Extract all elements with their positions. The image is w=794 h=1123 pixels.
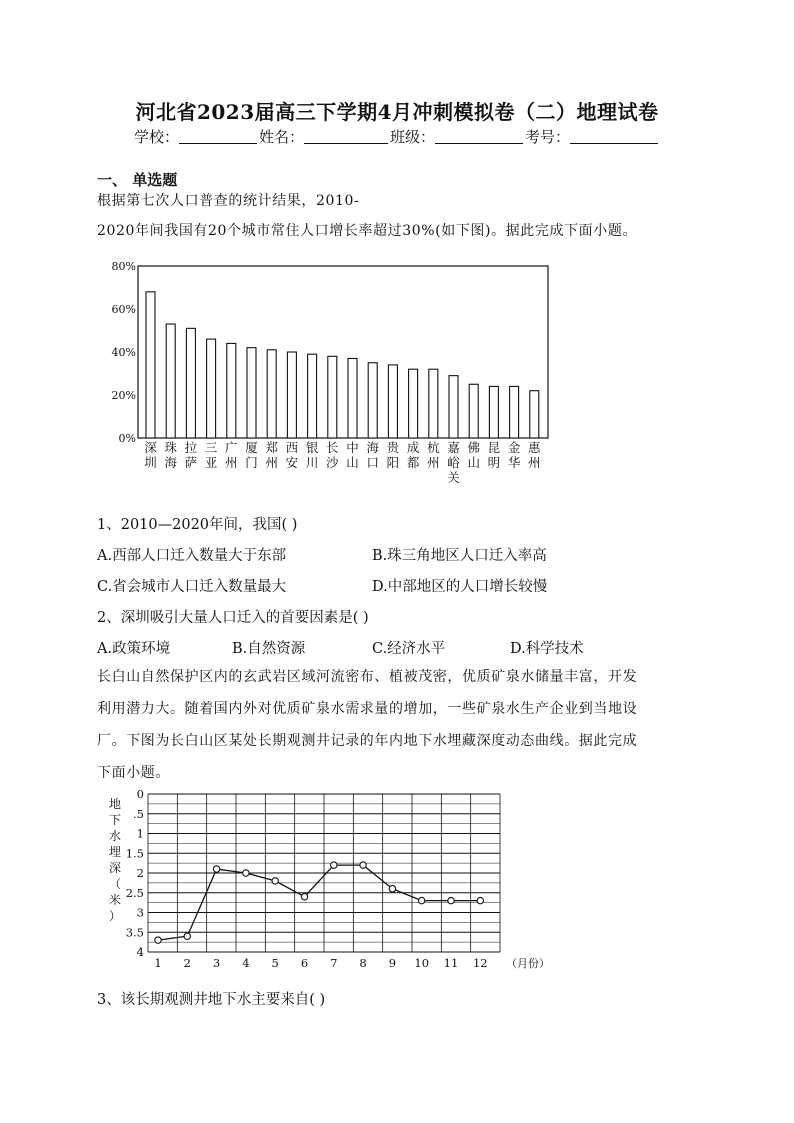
x-tick-label: 11: [443, 956, 459, 970]
y-axis-label: 地下水埋深（米）: [108, 797, 122, 923]
bar: [328, 356, 337, 438]
question-3-stem: 3、该长期观测井地下水主要来自( ): [97, 992, 326, 1008]
question-1-stem: 1、2010—2020年间，我国( ): [97, 517, 298, 533]
y-tick-label: 4: [136, 945, 144, 959]
x-tick-label: 银川: [305, 440, 319, 470]
bar: [368, 363, 377, 438]
x-tick-label: 珠海: [164, 440, 177, 470]
y-tick-label: 60%: [111, 303, 136, 316]
bar: [348, 358, 357, 438]
question-2-option-b[interactable]: B.自然资源: [232, 641, 306, 657]
school-blank[interactable]: [179, 129, 257, 144]
passage-2-line-2: 利用潜力大。随着国内外对优质矿泉水需求量的增加，一些矿泉水生产企业到当地设: [97, 701, 638, 717]
exam-number-label: 考号：: [525, 128, 571, 146]
x-tick-label: 西安: [285, 440, 299, 470]
bar: [409, 369, 418, 438]
data-point: [448, 897, 454, 903]
y-tick-label: 40%: [111, 346, 136, 359]
x-tick-label: 昆明: [487, 440, 501, 470]
exam-number-blank[interactable]: [570, 129, 658, 144]
y-tick-label: 20%: [111, 389, 136, 402]
data-point: [301, 894, 307, 900]
x-tick-label: 佛山: [467, 440, 480, 470]
population-growth-bar-chart: [108, 256, 558, 506]
data-point: [389, 886, 395, 892]
bar: [227, 343, 236, 438]
x-tick-label: 郑州: [265, 440, 278, 470]
bar: [489, 386, 498, 438]
bar: [388, 365, 397, 438]
y-tick-label: 3: [136, 905, 144, 920]
section-heading: 一、 单选题: [97, 171, 178, 189]
y-tick-label: 80%: [111, 260, 136, 273]
passage-2-line-1: 长白山自然保护区内的玄武岩区域河流密布、植被茂密，优质矿泉水储量丰富，开发: [97, 669, 638, 685]
x-tick-label: 4: [242, 956, 250, 970]
question-2-option-d[interactable]: D.科学技术: [510, 641, 584, 657]
name-label: 姓名：: [258, 128, 304, 146]
name-blank[interactable]: [304, 129, 388, 144]
x-tick-label: 9: [388, 956, 397, 970]
x-tick-label: 海口: [366, 440, 379, 470]
x-tick-label: 深圳: [144, 440, 157, 470]
x-tick-label: 2: [183, 956, 191, 970]
student-info-line: [0, 126, 794, 147]
y-tick-label: .5: [133, 806, 144, 821]
data-point: [331, 862, 337, 868]
x-tick-label: 贵阳: [386, 440, 400, 470]
data-point: [213, 866, 219, 872]
x-tick-label: 厦门: [245, 440, 258, 470]
bar: [146, 292, 155, 438]
question-1-option-a[interactable]: A.西部人口迁入数量大于东部: [97, 548, 287, 564]
x-tick-label: 长沙: [326, 440, 339, 470]
x-tick-label: 1: [154, 956, 162, 970]
y-tick-label: 0%: [118, 432, 136, 445]
bar: [510, 386, 519, 438]
data-point: [419, 897, 425, 903]
y-tick-label: 2.5: [125, 885, 144, 900]
school-label: 学校：: [133, 128, 179, 146]
bar: [186, 328, 195, 438]
plot-frame: [138, 266, 548, 438]
data-point: [272, 878, 278, 884]
x-tick-label: 拉萨: [184, 440, 198, 470]
passage-2-line-3: 厂。下图为长白山区某处长期观测井记录的年内地下水埋藏深度动态曲线。据此完成: [97, 733, 638, 749]
question-1-option-c[interactable]: C.省会城市人口迁入数量最大: [97, 579, 287, 595]
data-point: [477, 897, 483, 903]
x-tick-label: 12: [472, 956, 488, 970]
bar: [530, 391, 539, 438]
bar: [449, 376, 458, 438]
x-tick-label: 7: [330, 956, 338, 970]
x-tick-label: 8: [359, 956, 367, 970]
data-point: [360, 862, 366, 868]
bar: [166, 324, 175, 438]
x-tick-label: 10: [414, 956, 430, 970]
bar: [308, 354, 317, 438]
y-tick-label: 3.5: [125, 925, 144, 940]
x-tick-label: 杭州: [427, 440, 440, 470]
groundwater-depth-line-chart: [98, 786, 558, 971]
y-tick-label: 0: [136, 787, 144, 801]
x-tick-label: 嘉峪关: [447, 440, 460, 485]
bar: [287, 352, 296, 438]
y-tick-label: 1.5: [125, 846, 144, 861]
x-axis-label: （月份）: [506, 957, 550, 970]
bar: [429, 369, 438, 438]
class-label: 班级：: [390, 128, 436, 146]
y-tick-label: 1: [136, 826, 144, 841]
question-2-option-c[interactable]: C.经济水平: [372, 641, 446, 657]
x-tick-label: 惠州: [528, 440, 541, 470]
passage-2-line-4: 下面小题。: [97, 765, 170, 781]
intro-line-2: 2020年间我国有20个城市常住人口增长率超过30%(如下图)。据此完成下面小题。: [97, 223, 638, 239]
x-tick-label: 5: [271, 956, 279, 970]
x-tick-label: 成都: [406, 440, 420, 470]
bar: [247, 348, 256, 438]
bar: [469, 384, 478, 438]
question-1-option-b[interactable]: B.珠三角地区人口迁入率高: [372, 548, 547, 564]
data-point: [184, 933, 190, 939]
x-tick-label: 金华: [507, 440, 521, 470]
class-blank[interactable]: [435, 129, 523, 144]
question-1-option-d[interactable]: D.中部地区的人口增长较慢: [372, 579, 548, 595]
question-2-stem: 2、深圳吸引大量人口迁入的首要因素是( ): [97, 610, 369, 626]
data-point: [155, 937, 161, 943]
page-title: 河北省2023届高三下学期4月冲刺模拟卷（二）地理试卷: [135, 100, 659, 124]
x-tick-label: 3: [212, 956, 221, 970]
x-tick-label: 广州: [225, 440, 238, 470]
intro-line-1: 根据第七次人口普查的统计结果，2010-: [97, 193, 360, 209]
y-tick-label: 2: [136, 866, 144, 880]
x-tick-label: 三亚: [204, 440, 218, 470]
x-tick-label: 6: [300, 956, 309, 970]
x-tick-label: 中山: [346, 440, 359, 470]
bar: [267, 350, 276, 438]
data-point: [243, 870, 249, 876]
question-2-option-a[interactable]: A.政策环境: [97, 641, 171, 657]
bar: [207, 339, 216, 438]
